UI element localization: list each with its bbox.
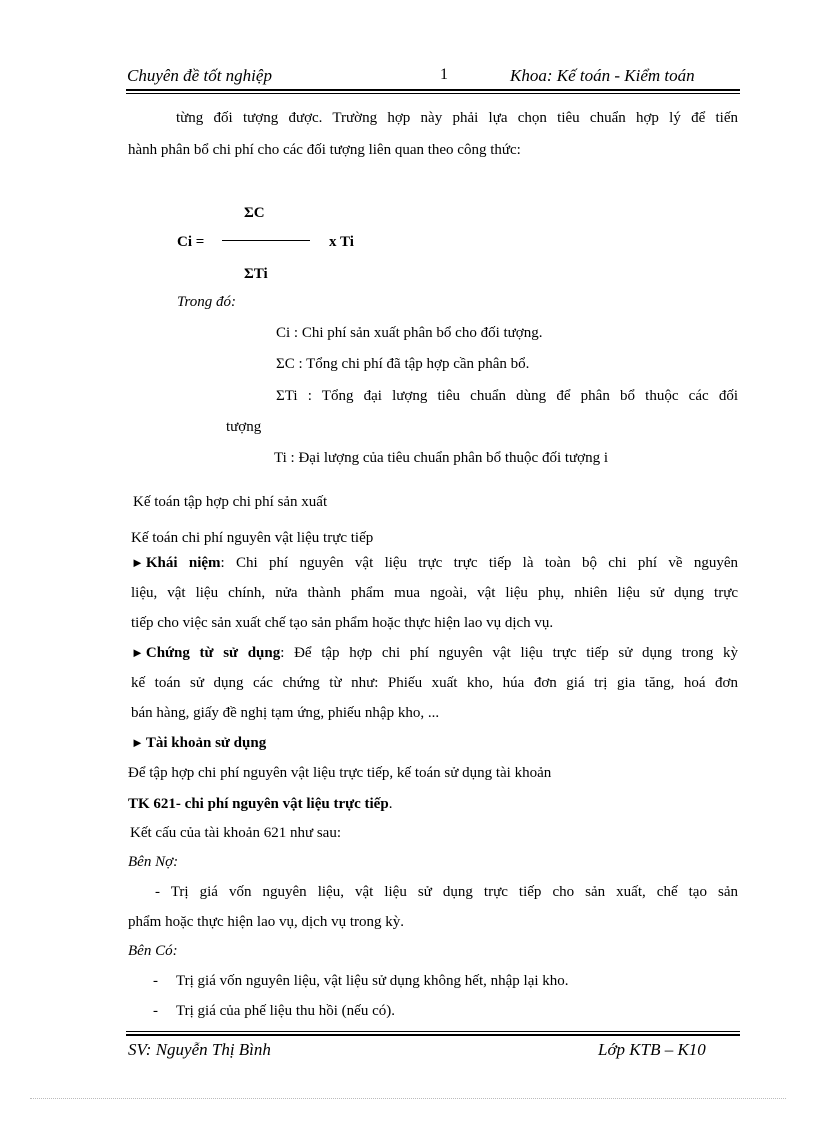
account-structure: Kết cấu của tài khoản 621 như sau: bbox=[130, 825, 341, 841]
where-sc: ΣC : Tổng chi phí đã tập hợp cần phân bổ. bbox=[276, 356, 530, 372]
fraction-bar bbox=[222, 240, 310, 241]
tk-621-title: TK 621- chi phí nguyên vật liệu trực tiếp bbox=[128, 796, 389, 812]
accounts-label: Tài khoản sử dụng bbox=[145, 735, 267, 751]
page-edge-dotted-line bbox=[30, 1098, 786, 1099]
header-rule-thick bbox=[126, 89, 740, 91]
tk-621-line bbox=[128, 794, 392, 814]
where-ci: Ci : Chi phí sản xuất phân bổ cho đối tượng. bbox=[276, 325, 543, 341]
documents-line-3: bán hàng, giấy đề nghị tạm ứng, phiếu nhập kho, ... bbox=[131, 705, 440, 721]
credit-item-1: Trị giá vốn nguyên liệu, vật liệu sử dụng không hết, nhập lại kho. bbox=[176, 973, 569, 989]
intro-line-2: hành phân bổ chi phí cho các đối tượng liên quan theo công thức: bbox=[128, 142, 521, 158]
documents-text: : Để tập hợp chi phí nguyên vật liệu trực tiếp sử dụng trong kỳ bbox=[280, 645, 738, 661]
credit-item-2: Trị giá của phế liệu thu hồi (nếu có). bbox=[176, 1003, 395, 1019]
where-ti: Ti : Đại lượng của tiêu chuẩn phân bổ thuộc đối tượng i bbox=[274, 450, 609, 466]
debit-item-1-line-2: phẩm hoặc thực hiện lao vụ, dịch vụ trong kỳ. bbox=[128, 914, 404, 930]
credit-dash-2: - bbox=[153, 1003, 158, 1019]
concept-line-3: tiếp cho việc sản xuất chế tạo sản phẩm hoặc thực hiện lao vụ dịch vụ. bbox=[131, 615, 554, 631]
accounts-heading bbox=[131, 733, 266, 753]
triangle-bullet-icon: ► bbox=[131, 555, 144, 570]
tk-621-end: . bbox=[388, 796, 393, 812]
concept-label: Khái niệm bbox=[145, 555, 221, 571]
concept-line-1 bbox=[131, 553, 738, 573]
triangle-bullet-icon: ► bbox=[131, 735, 144, 750]
where-sti: ΣTi : Tổng đại lượng tiêu chuẩn dùng để phân bổ thuộc các đối bbox=[276, 388, 738, 404]
formula-multiply: x Ti bbox=[329, 234, 354, 250]
footer-rule-thin bbox=[126, 1031, 740, 1032]
page-number: 1 bbox=[440, 66, 448, 83]
accounts-line-1: Để tập hợp chi phí nguyên vật liệu trực tiếp, kế toán sử dụng tài khoản bbox=[128, 765, 552, 781]
documents-line-1 bbox=[131, 643, 738, 663]
debit-title: Bên Nợ: bbox=[128, 854, 179, 870]
concept-line-2: liệu, vật liệu chính, nửa thành phẩm mua ngoài, vật liệu phụ, nhiên liệu sử dụng trực bbox=[131, 585, 738, 601]
section-heading-2: Kế toán chi phí nguyên vật liệu trực tiếp bbox=[131, 530, 374, 546]
header-left: Chuyên đề tốt nghiệp bbox=[127, 66, 272, 85]
documents-line-2: kế toán sử dụng các chứng từ như: Phiếu xuất kho, húa đơn giá trị gia tăng, hoá đơn bbox=[131, 675, 738, 691]
footer-right: Lớp KTB – K10 bbox=[598, 1040, 706, 1059]
credit-dash-1: - bbox=[153, 973, 158, 989]
triangle-bullet-icon: ► bbox=[131, 645, 144, 660]
intro-line-1: từng đối tượng được. Trường hợp này phải lựa chọn tiêu chuẩn hợp lý để tiến bbox=[176, 110, 738, 126]
formula-lhs: Ci = bbox=[177, 234, 205, 250]
where-sti-cont: tượng bbox=[226, 419, 262, 435]
concept-text: : Chi phí nguyên vật liệu trực trực tiếp là toàn bộ chi phí về nguyên bbox=[220, 555, 738, 571]
debit-item-1-line-1: - Trị giá vốn nguyên liệu, vật liệu sử dụng trực tiếp cho sản xuất, chế tạo sản bbox=[155, 884, 738, 900]
section-heading-1: Kế toán tập hợp chi phí sản xuất bbox=[133, 494, 328, 510]
formula-numerator: ΣC bbox=[244, 205, 265, 221]
documents-label: Chứng từ sử dụng bbox=[145, 645, 281, 661]
footer-left: SV: Nguyễn Thị Bình bbox=[128, 1040, 271, 1059]
header-rule-thin bbox=[126, 93, 740, 94]
footer-rule-thick bbox=[126, 1034, 740, 1036]
credit-title: Bên Có: bbox=[128, 943, 178, 959]
where-title: Trong đó: bbox=[177, 294, 237, 310]
header-right: Khoa: Kế toán - Kiểm toán bbox=[510, 66, 695, 85]
formula-denominator: ΣTi bbox=[244, 266, 268, 282]
